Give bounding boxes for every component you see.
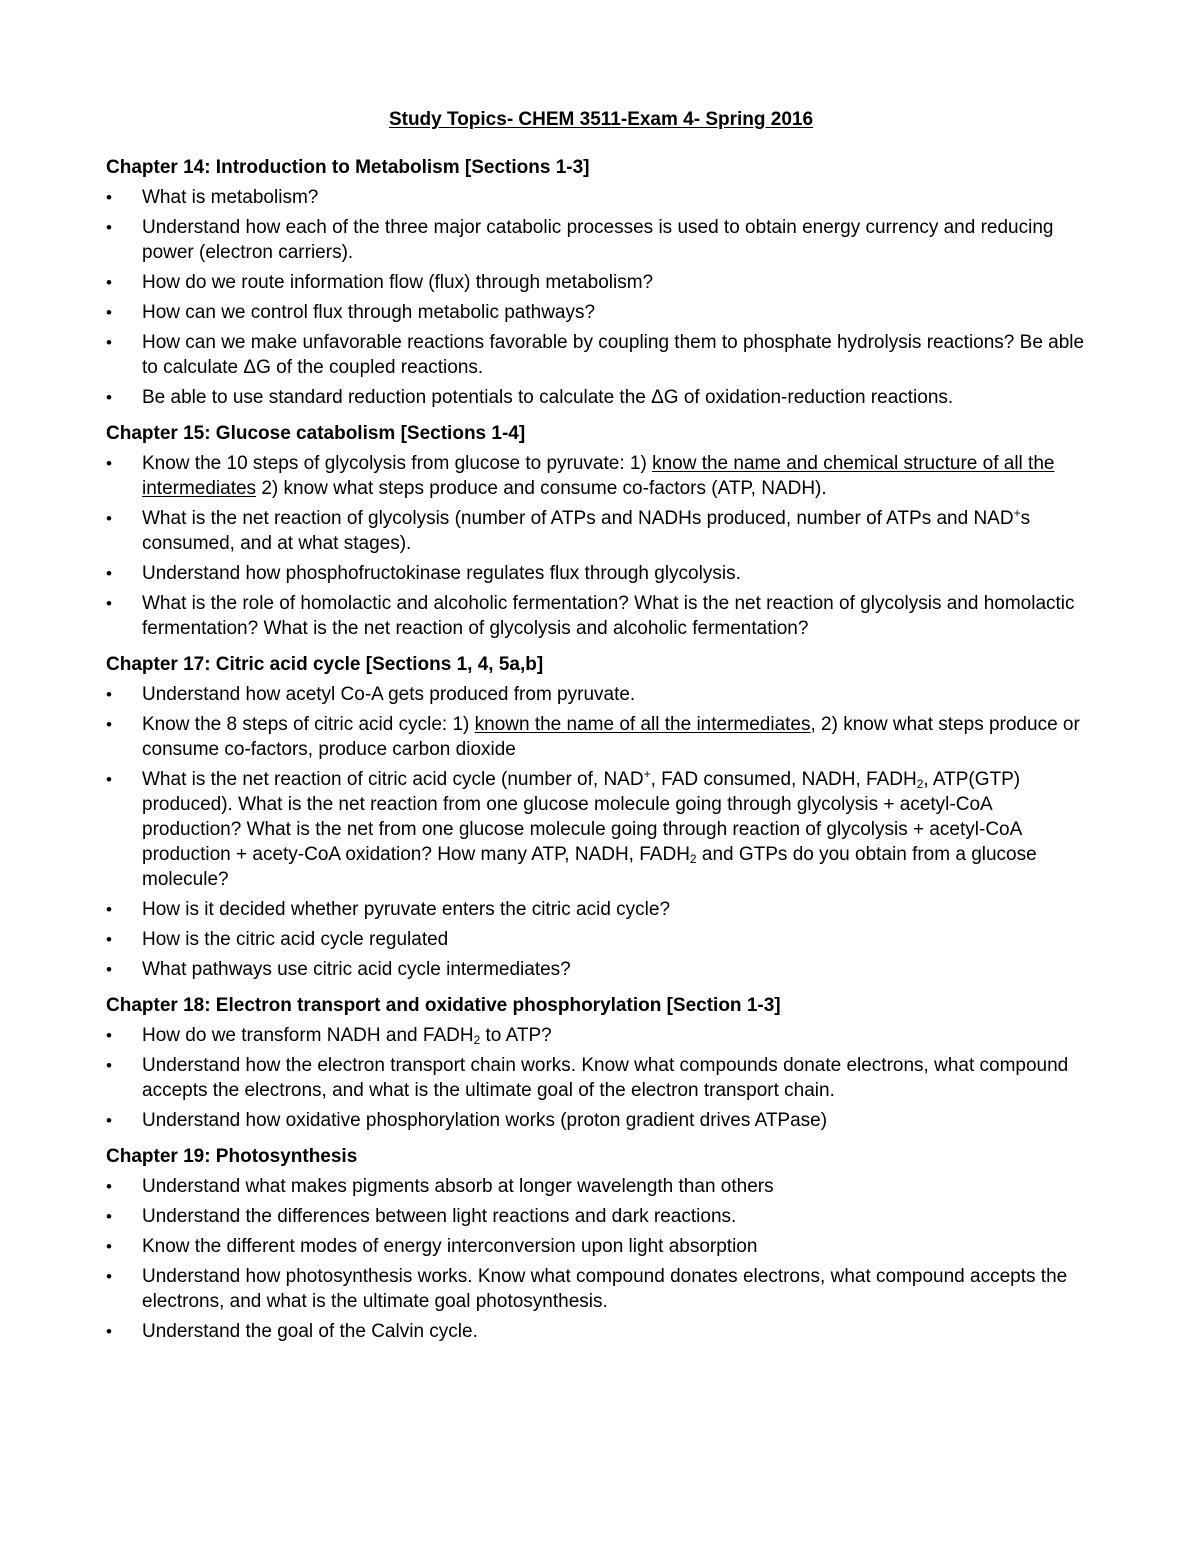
topic-list <box>106 682 1096 982</box>
subscript: 2 <box>473 1033 481 1047</box>
underlined-text: known the name of all the intermediates <box>474 714 811 735</box>
topic-text: Understand the goal of the Calvin cycle. <box>142 1321 478 1342</box>
topic-list <box>106 1174 1096 1344</box>
topic-list <box>106 1023 1096 1133</box>
topic-text: Understand how oxidative phosphorylation works (proton gradient drives ATPase) <box>142 1110 828 1131</box>
topic-text: Understand how phosphofructokinase regulates flux through glycolysis. <box>142 563 741 584</box>
topic-text: Understand how the electron transport chain works. Know what compounds donate electrons, what compound accepts the electrons, and what is the ultimate goal of the electron transport chain. <box>142 1055 1069 1101</box>
topic-item <box>106 270 1096 295</box>
topic-item <box>106 300 1096 325</box>
superscript: + <box>1013 506 1021 520</box>
chapter-heading: Chapter 15: Glucose catabolism [Sections 1-4] <box>106 423 526 444</box>
topic-item <box>106 1174 1096 1199</box>
topic-item <box>106 215 1096 265</box>
topic-item <box>106 1234 1096 1259</box>
topic-text: , FAD consumed, NADH, FADH <box>650 769 917 790</box>
topic-list <box>106 451 1096 641</box>
topic-text: What pathways use citric acid cycle intermediates? <box>142 959 571 980</box>
topic-text: What is metabolism? <box>142 187 319 208</box>
topic-text: , ATP(GTP) produced). What is the net reaction from one glucose molecule going through glycolysis + acetyl-CoA production? What is the net from one glucose molecule going through reaction of glycolysis + acetyl-CoA production + acety-CoA oxidation? How many ATP, NADH, FADH <box>142 769 1022 865</box>
topic-item <box>106 767 1096 892</box>
topic-text: Understand what makes pigments absorb at longer wavelength than others <box>142 1176 774 1197</box>
chapter-heading: Chapter 18: Electron transport and oxidative phosphorylation [Section 1-3] <box>106 995 781 1016</box>
topic-item <box>106 1319 1096 1344</box>
topic-item <box>106 1204 1096 1229</box>
chapter-heading: Chapter 14: Introduction to Metabolism [Sections 1-3] <box>106 157 590 178</box>
topic-item <box>106 330 1096 380</box>
topic-text: How is it decided whether pyruvate enters the citric acid cycle? <box>142 899 671 920</box>
topic-item <box>106 1023 1096 1048</box>
topic-text: How can we make unfavorable reactions favorable by coupling them to phosphate hydrolysis reactions? Be able to calculate ΔG of the coupled reactions. <box>142 332 1085 378</box>
sections-container <box>106 154 1096 1344</box>
topic-text: What is the net reaction of glycolysis (number of ATPs and NADHs produced, number of ATPs and NAD <box>142 508 1014 529</box>
topic-item <box>106 385 1096 410</box>
topic-item <box>106 927 1096 952</box>
topic-text: How can we control flux through metabolic pathways? <box>142 302 596 323</box>
topic-item <box>106 451 1096 501</box>
underlined-text: know the name and chemical structure of all the intermediates <box>142 453 1055 499</box>
topic-text: How is the citric acid cycle regulated <box>142 929 449 950</box>
topic-text: and GTPs do you obtain from a glucose molecule? <box>142 844 1037 890</box>
topic-text: , 2) know what steps produce or consume co-factors, produce carbon dioxide <box>142 714 1080 760</box>
subscript: 2 <box>689 852 697 866</box>
topic-text: 2) know what steps produce and consume co-factors (ATP, NADH). <box>256 478 827 499</box>
topic-text: Be able to use standard reduction potentials to calculate the ΔG of oxidation-reduction reactions. <box>142 387 954 408</box>
chapter-section <box>106 651 1096 982</box>
chapter-section <box>106 1143 1096 1344</box>
topic-item <box>106 1264 1096 1314</box>
topic-item <box>106 1108 1096 1133</box>
chapter-section <box>106 154 1096 410</box>
document-title: Study Topics- CHEM 3511-Exam 4- Spring 2016 <box>388 109 814 130</box>
topic-text: What is the net reaction of citric acid cycle (number of, NAD <box>142 769 644 790</box>
topic-list <box>106 185 1096 410</box>
topic-item <box>106 1053 1096 1103</box>
chapter-heading: Chapter 17: Citric acid cycle [Sections 1, 4, 5a,b] <box>106 654 544 675</box>
topic-text: Understand how photosynthesis works. Know what compound donates electrons, what compound accepts the electrons, and what is the ultimate goal photosynthesis. <box>142 1266 1068 1312</box>
subscript: 2 <box>916 777 924 791</box>
topic-text: Know the 10 steps of glycolysis from glucose to pyruvate: 1) <box>142 453 653 474</box>
topic-item <box>106 712 1096 762</box>
topic-text: Understand how each of the three major catabolic processes is used to obtain energy currency and reducing power (electron carriers). <box>142 217 1054 263</box>
document-page <box>106 106 1096 1354</box>
superscript: + <box>643 767 651 781</box>
topic-text: s consumed, and at what stages). <box>142 508 1031 554</box>
chapter-section <box>106 420 1096 641</box>
topic-item <box>106 185 1096 210</box>
topic-text: to ATP? <box>480 1025 552 1046</box>
topic-text: How do we route information flow (flux) through metabolism? <box>142 272 654 293</box>
topic-text: What is the role of homolactic and alcoholic fermentation? What is the net reaction of glycolysis and homolactic fermentation? What is the net reaction of glycolysis and alcoholic fermentation? <box>142 593 1075 639</box>
topic-item <box>106 591 1096 641</box>
topic-item <box>106 506 1096 556</box>
topic-item <box>106 682 1096 707</box>
topic-item <box>106 957 1096 982</box>
topic-text: How do we transform NADH and FADH <box>142 1025 474 1046</box>
topic-item <box>106 897 1096 922</box>
topic-text: Understand how acetyl Co-A gets produced from pyruvate. <box>142 684 636 705</box>
topic-item <box>106 561 1096 586</box>
topic-text: Know the 8 steps of citric acid cycle: 1) <box>142 714 475 735</box>
topic-text: Know the different modes of energy interconversion upon light absorption <box>142 1236 758 1257</box>
chapter-heading: Chapter 19: Photosynthesis <box>106 1146 358 1167</box>
chapter-section <box>106 992 1096 1133</box>
topic-text: Understand the differences between light reactions and dark reactions. <box>142 1206 737 1227</box>
